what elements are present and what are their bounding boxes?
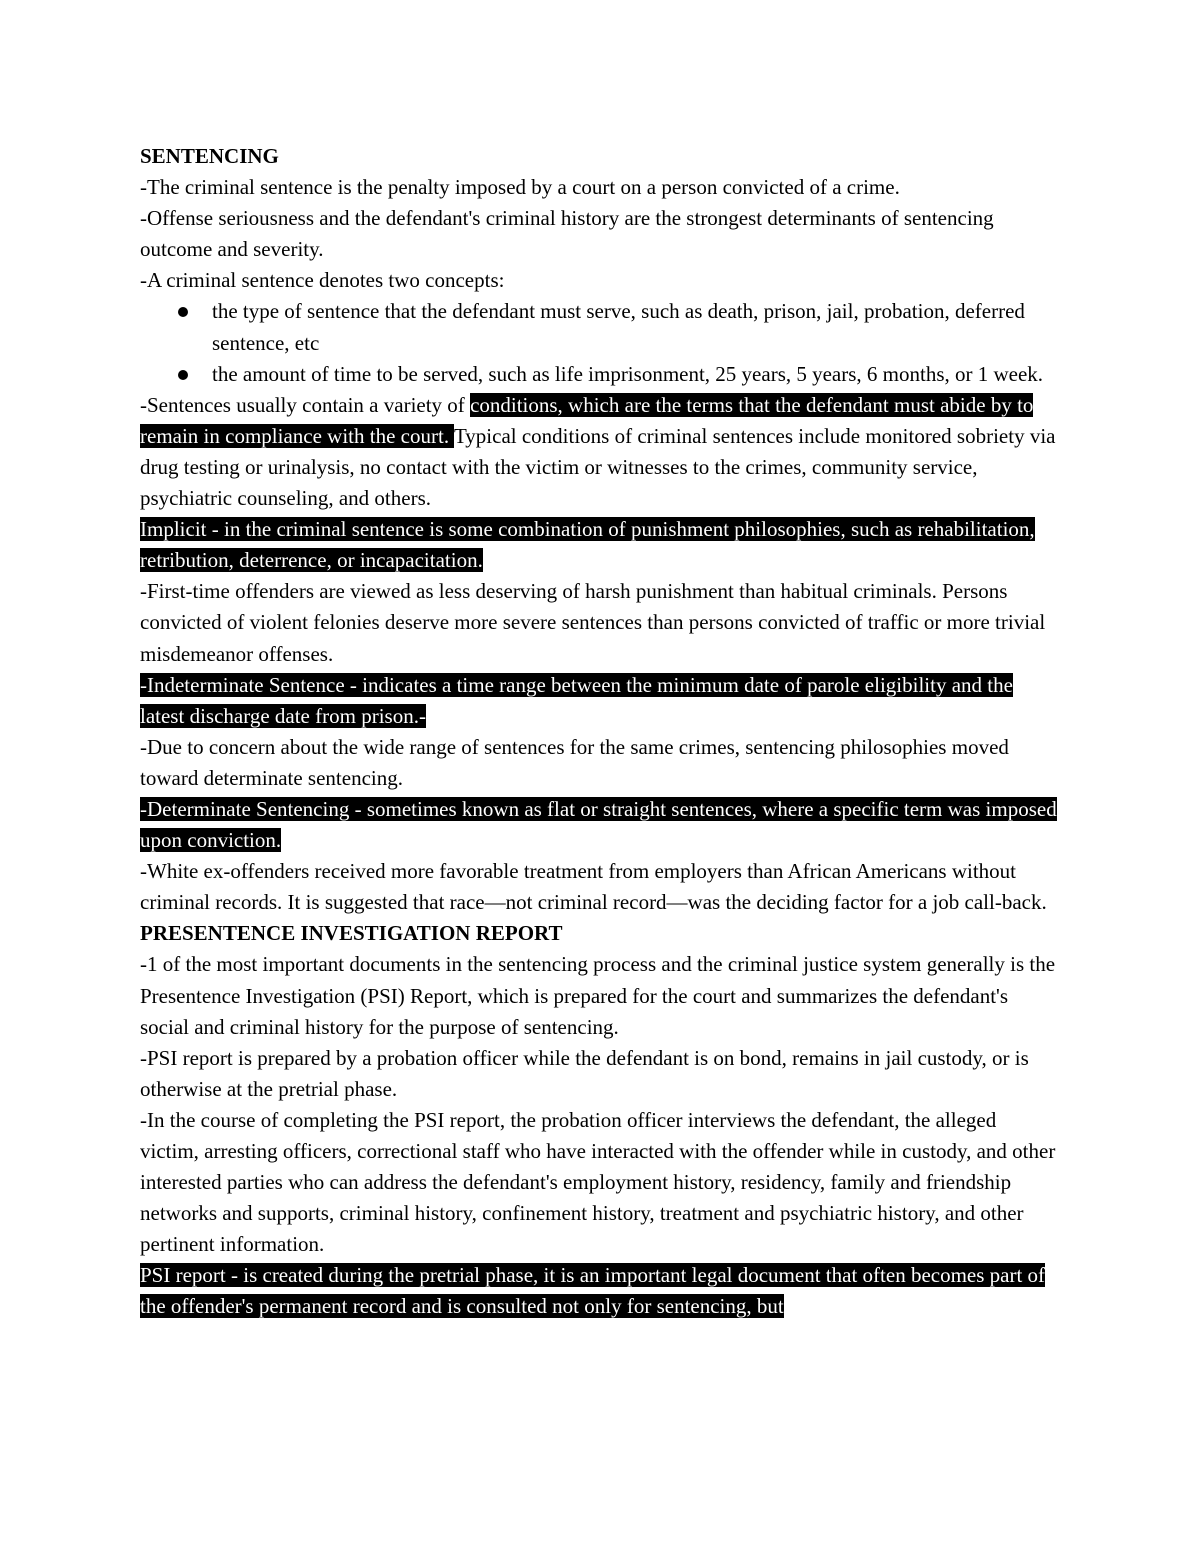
conditions-highlight: conditions, which are the terms that the defendant must abide by to remain in compliance with the court.: [140, 392, 1034, 448]
indeterminate-highlight: -Indeterminate Sentence - indicates a time range between the minimum date of parole eligibility and the latest discharge date from prison.-: [140, 672, 1013, 728]
heading-psi-report: PRESENTENCE INVESTIGATION REPORT: [140, 921, 563, 946]
bullet-icon: [178, 307, 188, 317]
paragraph-implicit: [140, 514, 1060, 576]
paragraph-sentence-definition: -The criminal sentence is the penalty imposed by a court on a person convicted of a crime.: [140, 175, 900, 200]
paragraph-determinate: [140, 794, 1060, 856]
paragraph-psi-interviews: -In the course of completing the PSI report, the probation officer interviews the defendant, the alleged victim, arresting officers, correctional staff who have interacted with the offender while in custody, and other interested parties who can address the defendant's employment history, residency, family and friendship networks and supports, criminal history, confinement history, treatment and psychiatric history, and other pertinent information.: [140, 1107, 1056, 1257]
paragraph-determinate-move: -Due to concern about the wide range of sentences for the same crimes, sentencing philosophies moved toward determinate sentencing.: [140, 734, 1009, 790]
paragraph-psi-importance: -1 of the most important documents in the sentencing process and the criminal justice system generally is the Presentence Investigation (PSI) Report, which is prepared for the court and summarizes the defendant's social and criminal history for the purpose of sentencing.: [140, 952, 1056, 1039]
paragraph-indeterminate: [140, 670, 1060, 732]
bullet-icon: [178, 370, 188, 380]
paragraph-two-concepts: -A criminal sentence denotes two concepts:: [140, 268, 505, 293]
determinate-highlight: -Determinate Sentencing - sometimes known as flat or straight sentences, where a specific term was imposed upon conviction.: [140, 796, 1057, 853]
paragraph-psi-prepared: -PSI report is prepared by a probation officer while the defendant is on bond, remains in jail custody, or is otherwise at the pretrial phase.: [140, 1045, 1029, 1101]
conditions-text-before: -Sentences usually contain a variety of: [140, 392, 471, 417]
conditions-text-after: Typical conditions of criminal sentences include monitored sobriety via drug testing or urinalysis, no contact with the victim or witnesses to the crimes, community service, psychiatric counseling, and others.: [140, 423, 1056, 511]
list-item: [140, 359, 1060, 390]
concepts-list: [140, 296, 1060, 389]
psi-created-highlight: PSI report - is created during the pretrial phase, it is an important legal document that often becomes part of the offender's permanent record and is consulted not only for sentencing, but: [140, 1263, 1046, 1319]
list-item-text: the amount of time to be served, such as life imprisonment, 25 years, 5 years, 6 months, or 1 week.: [212, 361, 1044, 386]
implicit-highlight: Implicit - in the criminal sentence is some combination of punishment philosophies, such as rehabilitation, retribution, deterrence, or incapacitation.: [140, 517, 1035, 573]
paragraph-conditions: [140, 390, 1060, 514]
paragraph-psi-created: [140, 1260, 1060, 1322]
paragraph-first-time-offenders: -First-time offenders are viewed as less deserving of harsh punishment than habitual criminals. Persons convicted of violent felonies deserve more severe sentences than persons convicted of traffic or more trivial misdemeanor offenses.: [140, 579, 1046, 666]
heading-sentencing: SENTENCING: [140, 144, 279, 168]
paragraph-determinants: -Offense seriousness and the defendant's criminal history are the strongest determinants of sentencing outcome and severity.: [140, 206, 994, 262]
document-page: [140, 141, 1060, 1323]
list-item: [140, 296, 1060, 358]
paragraph-ex-offenders: -White ex-offenders received more favorable treatment from employers than African Americans without criminal records. It is suggested that race—not criminal record—was the deciding factor for a job call-back.: [140, 859, 1047, 915]
list-item-text: the type of sentence that the defendant must serve, such as death, prison, jail, probation, deferred sentence, etc: [212, 299, 1025, 355]
